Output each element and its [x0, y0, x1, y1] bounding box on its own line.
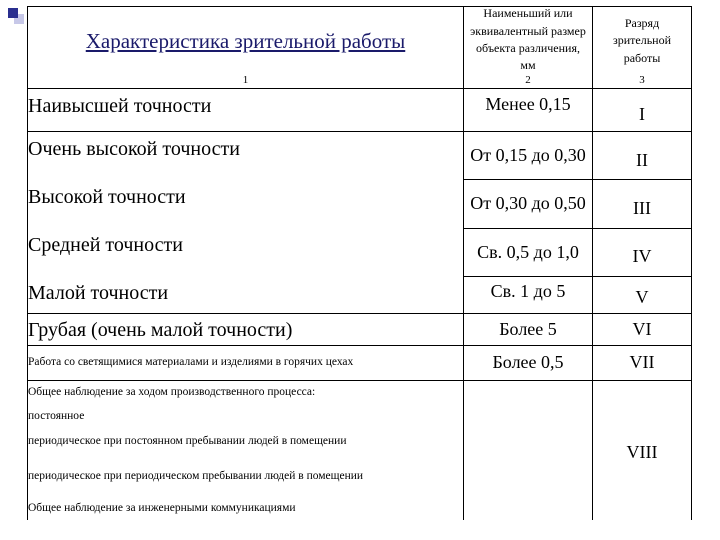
row-characteristic: Малой точности: [28, 282, 169, 304]
row-object-size: От 0,15 до 0,30: [470, 144, 586, 165]
row-object-size: Более 5: [499, 318, 557, 339]
row-grade: IV: [632, 246, 652, 267]
header-grade: Разряд зрительной работы: [612, 15, 672, 65]
header-characteristic[interactable]: Характеристика зрительной работы: [85, 29, 406, 54]
row-grade: VII: [629, 352, 655, 373]
table-border-top: [27, 6, 692, 7]
header-col3-number: 3: [639, 74, 645, 87]
general-item: постоянное: [28, 410, 85, 423]
row-characteristic: Наивысшей точности: [28, 95, 212, 117]
general-grade: VIII: [626, 442, 658, 463]
general-item: периодическое при периодическом пребывании людей в помещении: [28, 470, 364, 483]
header-col1-number: 1: [242, 74, 249, 87]
header-object-size: Наименьший или эквивалентный размер объекта различения, мм: [470, 6, 586, 73]
row-characteristic: Очень высокой точности: [28, 138, 240, 160]
row-object-size: Более 0,5: [492, 352, 564, 373]
row-separator: [27, 380, 692, 381]
row-characteristic: Высокой точности: [28, 186, 186, 208]
row-object-size: Св. 1 до 5: [490, 281, 566, 302]
row-grade: III: [633, 198, 651, 219]
general-item: периодическое при постоянном пребывании людей в помещении: [28, 435, 347, 448]
slide-bullet-icon: [8, 8, 18, 18]
row-grade: VI: [632, 318, 652, 339]
row-object-size: Менее 0,15: [485, 94, 571, 115]
row-object-size: От 0,30 до 0,50: [470, 193, 586, 214]
table-border-right: [691, 6, 692, 520]
row-grade: I: [639, 103, 645, 124]
row-object-size: Св. 0,5 до 1,0: [477, 241, 579, 262]
header-col2-number: 2: [525, 74, 531, 87]
row-characteristic: Работа со светящимися материалами и изделиями в горячих цехах: [28, 356, 354, 369]
row-grade: II: [636, 149, 648, 170]
row-grade: V: [635, 286, 649, 307]
general-item: Общее наблюдение за инженерными коммуникациями: [28, 502, 296, 515]
general-heading: Общее наблюдение за ходом производственного процесса:: [28, 386, 316, 399]
row-characteristic: Грубая (очень малой точности): [28, 318, 293, 341]
row-characteristic: Средней точности: [28, 234, 183, 256]
